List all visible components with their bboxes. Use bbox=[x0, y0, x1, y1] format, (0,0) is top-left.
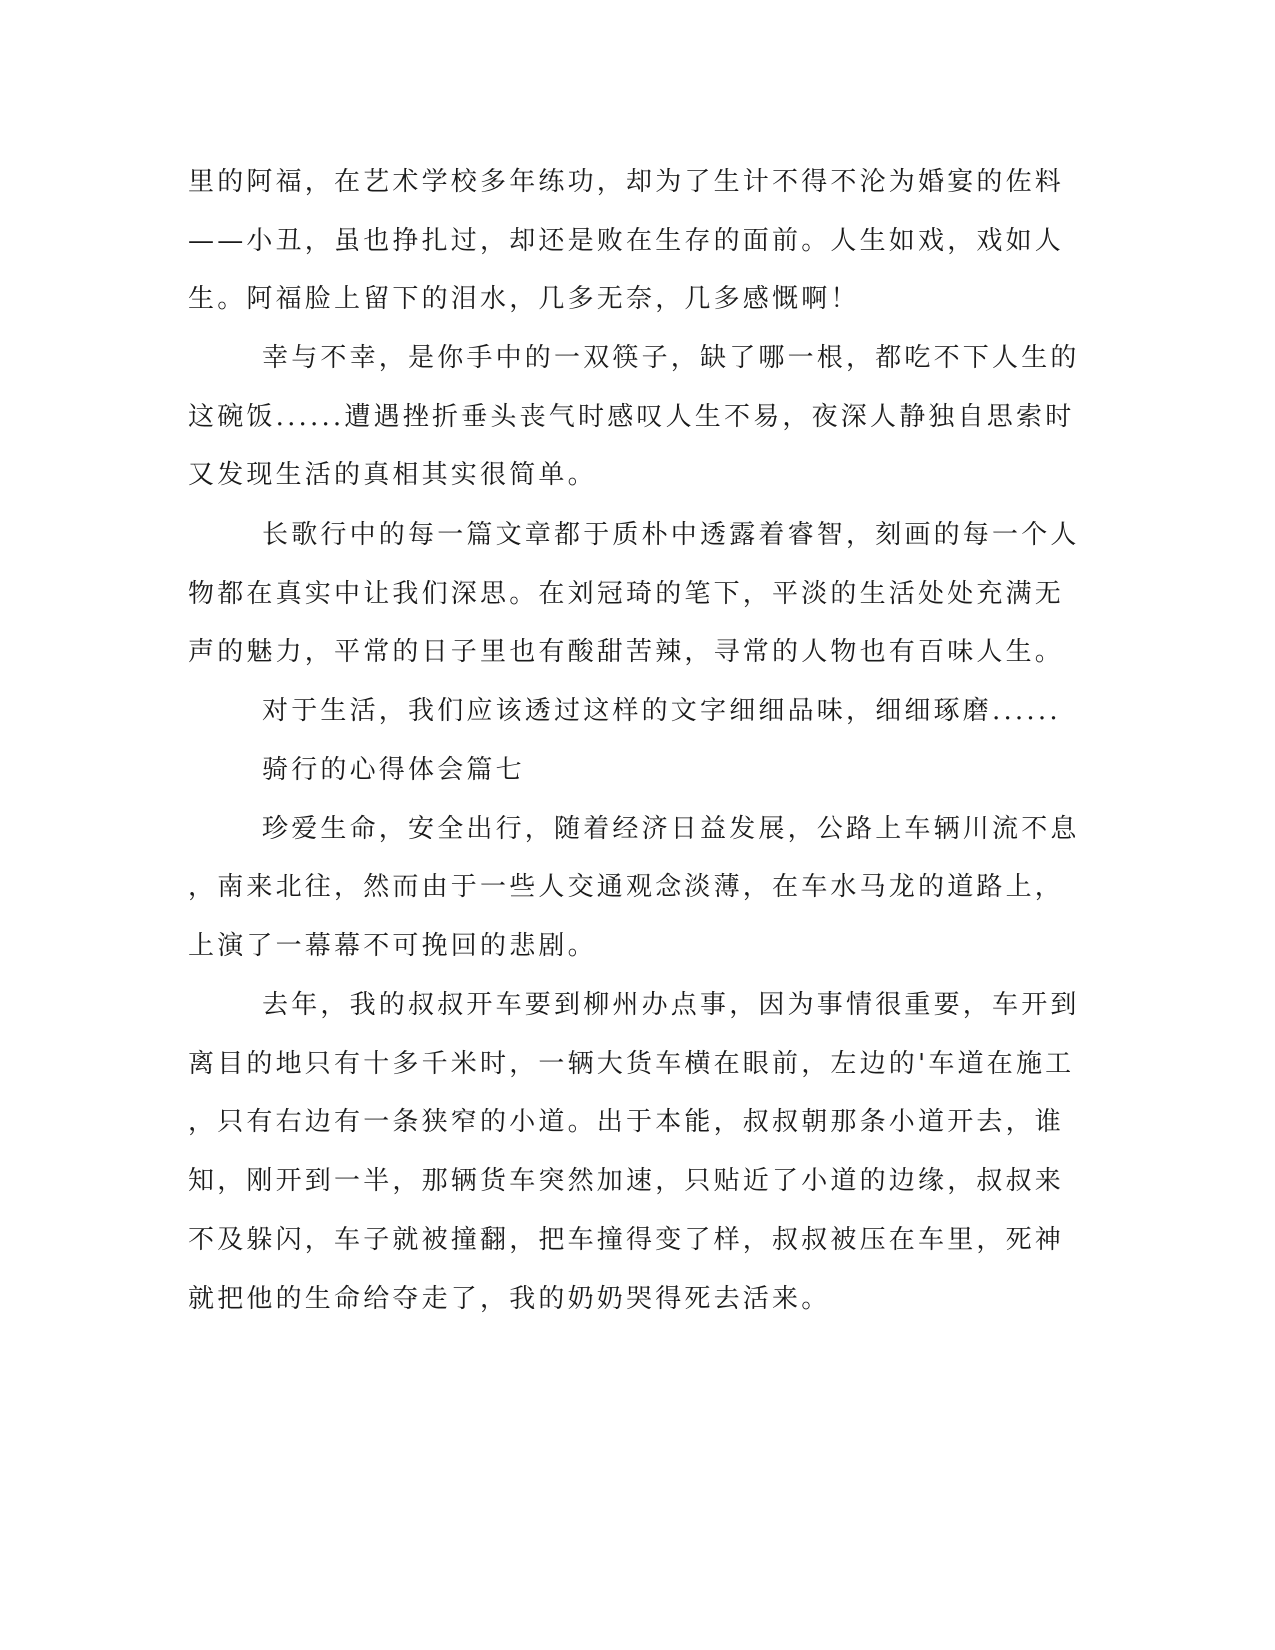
text-line: 里的阿福，在艺术学校多年练功，却为了生计不得不沦为婚宴的佐料 bbox=[188, 167, 1065, 197]
paragraph-first-line: 珍爱生命，安全出行，随着经济日益发展，公路上车辆川流不息 bbox=[262, 814, 1080, 844]
text-line: 就把他的生命给夺走了，我的奶奶哭得死去活来。 bbox=[188, 1284, 831, 1314]
text-line: 知，刚开到一半，那辆货车突然加速，只贴近了小道的边缘，叔叔来 bbox=[188, 1166, 1065, 1196]
text-line: 物都在真实中让我们深思。在刘冠琦的笔下，平淡的生活处处充满无 bbox=[188, 579, 1065, 609]
text-line: ，南来北往，然而由于一些人交通观念淡薄，在车水马龙的道路上， bbox=[188, 872, 1065, 902]
paragraph-first-line: 幸与不幸，是你手中的一双筷子，缺了哪一根，都吃不下人生的 bbox=[262, 343, 1080, 373]
section-heading: 骑行的心得体会篇七 bbox=[262, 755, 525, 785]
text-line: 上演了一幕幕不可挽回的悲剧。 bbox=[188, 931, 597, 961]
paragraph-first-line: 对于生活，我们应该透过这样的文字细细品味，细细琢磨...... bbox=[262, 696, 1061, 726]
paragraph-first-line: 长歌行中的每一篇文章都于质朴中透露着睿智，刻画的每一个人 bbox=[262, 520, 1080, 550]
text-line: 这碗饭......遭遇挫折垂头丧气时感叹人生不易，夜深人静独自思索时 bbox=[188, 402, 1075, 432]
text-line: 声的魅力，平常的日子里也有酸甜苦辣，寻常的人物也有百味人生。 bbox=[188, 637, 1065, 667]
text-line: ，只有右边有一条狭窄的小道。出于本能，叔叔朝那条小道开去，谁 bbox=[188, 1107, 1065, 1137]
text-line: 生。阿福脸上留下的泪水，几多无奈，几多感慨啊！ bbox=[188, 284, 860, 314]
text-line: 离目的地只有十多千米时，一辆大货车横在眼前，左边的'车道在施工 bbox=[188, 1049, 1075, 1079]
text-line: 不及躲闪，车子就被撞翻，把车撞得变了样，叔叔被压在车里，死神 bbox=[188, 1225, 1065, 1255]
paragraph-first-line: 去年，我的叔叔开车要到柳州办点事，因为事情很重要，车开到 bbox=[262, 990, 1080, 1020]
text-line: 又发现生活的真相其实很简单。 bbox=[188, 460, 597, 490]
text-line: ——小丑，虽也挣扎过，却还是败在生存的面前。人生如戏，戏如人 bbox=[188, 226, 1065, 256]
